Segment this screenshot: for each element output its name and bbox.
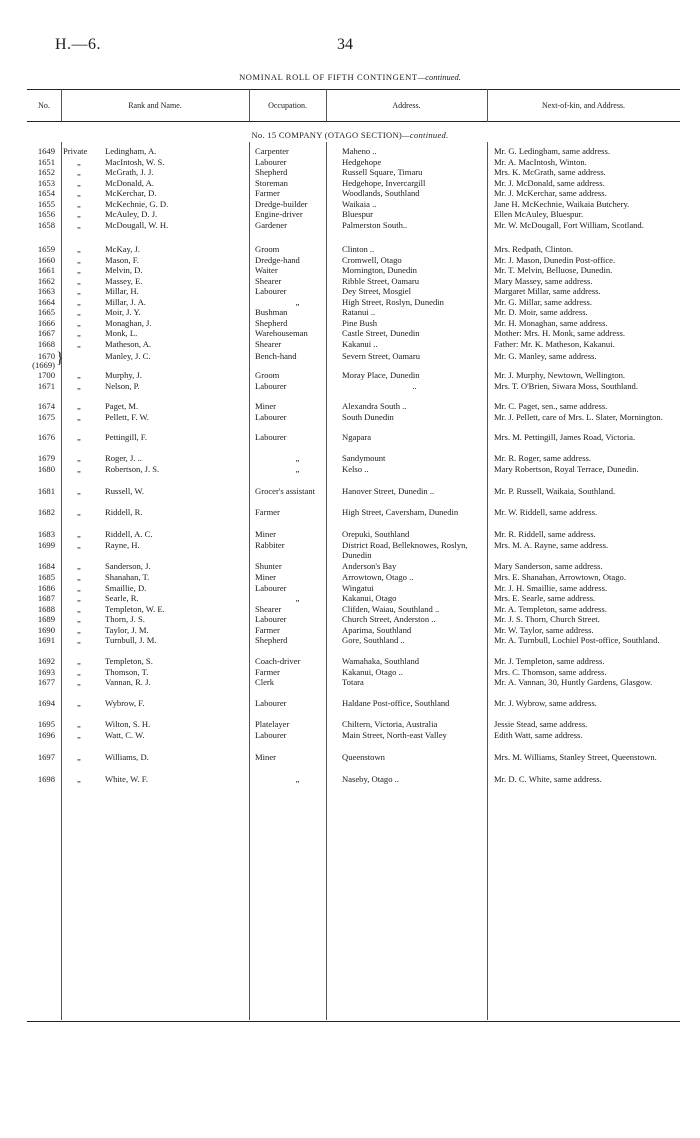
page-title bbox=[0, 72, 700, 82]
next-of-kin: Mrs. C. Thomson, same address. bbox=[494, 666, 607, 677]
table-header-rule bbox=[27, 121, 680, 122]
occupation: „ bbox=[295, 774, 300, 784]
soldier-name: Manley, J. C. bbox=[105, 351, 151, 361]
rank: „ bbox=[77, 328, 81, 338]
next-of-kin: Mr. H. Monaghan, same address. bbox=[494, 317, 608, 328]
occupation: Labourer bbox=[255, 698, 287, 708]
soldier-name: Pettingill, F. bbox=[105, 432, 148, 442]
occupation: Shepherd bbox=[255, 167, 288, 177]
soldier-name: McGrath, J. J. bbox=[105, 167, 154, 177]
soldier-name: Wybrow, F. bbox=[105, 698, 145, 708]
occupation: Engine-driver bbox=[255, 209, 303, 219]
service-number: 1676 bbox=[37, 432, 55, 442]
service-number: 1652 bbox=[37, 167, 55, 177]
occupation: Bench-hand bbox=[255, 351, 297, 361]
address: Totara bbox=[342, 677, 364, 687]
occupation: Grocer's assistant bbox=[255, 486, 316, 496]
occupation: Labourer bbox=[255, 286, 287, 296]
next-of-kin: Mr. P. Russell, Waikaia, Southland. bbox=[494, 486, 616, 496]
service-number: 1691 bbox=[37, 635, 55, 645]
occupation: „ bbox=[295, 296, 300, 307]
next-of-kin: Mr. J. Wybrow, same address. bbox=[494, 698, 597, 708]
occupation: Farmer bbox=[255, 624, 280, 635]
occupation: Clerk bbox=[255, 677, 275, 687]
rank: „ bbox=[77, 188, 81, 198]
column-header-address: Address. bbox=[392, 101, 421, 110]
page-number: 34 bbox=[337, 36, 353, 53]
soldier-name: Matheson, A. bbox=[105, 338, 152, 349]
service-number: 1682 bbox=[37, 507, 55, 517]
service-number: 1696 bbox=[37, 729, 55, 740]
address: Alexandra South .. bbox=[342, 401, 407, 411]
occupation: Shearer bbox=[255, 275, 282, 286]
next-of-kin: Mr. G. Manley, same address. bbox=[494, 351, 597, 361]
service-number: 1690 bbox=[37, 624, 55, 635]
address: .. bbox=[412, 380, 417, 391]
rank: „ bbox=[77, 244, 81, 254]
next-of-kin: Mrs. E. Searle, same address. bbox=[494, 593, 596, 603]
soldier-name: Massey, E. bbox=[105, 275, 143, 286]
next-of-kin: Mr. W. McDougall, Fort William, Scotland. bbox=[494, 219, 644, 230]
rank: „ bbox=[77, 275, 81, 286]
service-number: 1664 bbox=[37, 296, 55, 307]
next-of-kin: Edith Watt, same address. bbox=[494, 729, 583, 740]
soldier-name: Pellett, F. W. bbox=[105, 411, 149, 422]
soldier-name: Monk, L. bbox=[105, 328, 138, 338]
soldier-name: McKechnie, G. D. bbox=[105, 198, 169, 209]
address: Kakanui, Otago .. bbox=[342, 666, 403, 677]
soldier-name: Russell, W. bbox=[105, 486, 144, 496]
service-number: 1697 bbox=[37, 752, 55, 762]
rank: „ bbox=[77, 286, 81, 296]
address: High Street, Caversham, Dunedin bbox=[342, 507, 459, 517]
occupation: Shearer bbox=[255, 338, 282, 349]
next-of-kin: Mrs. M. A. Rayne, same address. bbox=[494, 540, 609, 550]
service-number: 1683 bbox=[37, 529, 55, 539]
occupation: „ bbox=[295, 593, 300, 603]
rank: „ bbox=[77, 265, 81, 275]
rank: „ bbox=[77, 729, 81, 740]
rank: „ bbox=[77, 296, 81, 307]
address: Pine Bush bbox=[342, 317, 378, 328]
rank: „ bbox=[77, 254, 81, 265]
brace-mark: } bbox=[56, 350, 64, 367]
rank: „ bbox=[77, 529, 81, 539]
service-number: 1684 bbox=[37, 561, 55, 571]
address: Bluespur bbox=[342, 209, 374, 219]
service-number: 1653 bbox=[37, 177, 55, 188]
service-number: 1677 bbox=[37, 677, 55, 687]
soldier-name: Monaghan, J. bbox=[105, 317, 152, 328]
soldier-name: Watt, C. W. bbox=[105, 729, 145, 740]
occupation: Miner bbox=[255, 572, 277, 582]
soldier-name: Millar, H. bbox=[105, 286, 139, 296]
next-of-kin: Mr. J. S. Thorn, Church Street. bbox=[494, 614, 600, 624]
next-of-kin: Ellen McAuley, Bluespur. bbox=[494, 209, 584, 219]
rank: „ bbox=[77, 411, 81, 422]
occupation: Shepherd bbox=[255, 635, 288, 645]
service-number: 1687 bbox=[37, 593, 55, 603]
soldier-name: Millar, J. A. bbox=[105, 296, 146, 307]
next-of-kin: Mary Sanderson, same address. bbox=[494, 561, 603, 571]
rank: „ bbox=[77, 635, 81, 645]
rank: „ bbox=[77, 307, 81, 317]
section-heading bbox=[0, 130, 700, 140]
rank: „ bbox=[77, 156, 81, 167]
rank: „ bbox=[77, 370, 81, 380]
rank: „ bbox=[77, 317, 81, 328]
occupation: Shepherd bbox=[255, 317, 288, 328]
soldier-name: Ledingham, A. bbox=[105, 146, 157, 156]
occupation: Miner bbox=[255, 401, 277, 411]
occupation: Farmer bbox=[255, 188, 280, 198]
column-divider bbox=[61, 142, 62, 1020]
occupation: Groom bbox=[255, 370, 280, 380]
service-number: 1688 bbox=[37, 603, 55, 614]
rank: „ bbox=[77, 572, 81, 582]
service-number: 1694 bbox=[37, 698, 55, 708]
soldier-name: MacIntosh, W. S. bbox=[105, 156, 165, 167]
service-number: 1666 bbox=[37, 317, 55, 328]
table-top-rule bbox=[27, 89, 680, 90]
service-number: 1689 bbox=[37, 614, 55, 624]
service-number: 1693 bbox=[37, 666, 55, 677]
occupation: Labourer bbox=[255, 432, 287, 442]
next-of-kin: Mrs. Redpath, Clinton. bbox=[494, 244, 574, 254]
next-of-kin: Mr. R. Roger, same address. bbox=[494, 453, 592, 463]
address: Anderson's Bay bbox=[342, 561, 397, 571]
soldier-name: Thomson, T. bbox=[105, 666, 149, 677]
soldier-name: Sanderson, J. bbox=[105, 561, 151, 571]
address: Waikaia .. bbox=[342, 198, 377, 209]
service-number: 1679 bbox=[37, 453, 55, 463]
soldier-name: Thorn, J. S. bbox=[105, 614, 145, 624]
soldier-name: Taylor, J. M. bbox=[105, 624, 149, 635]
rank: „ bbox=[77, 177, 81, 188]
soldier-name: McDougall, W. H. bbox=[105, 219, 169, 230]
address: Aparima, Southland bbox=[342, 624, 412, 635]
rank: „ bbox=[77, 401, 81, 411]
address: Naseby, Otago .. bbox=[342, 774, 399, 784]
occupation: Labourer bbox=[255, 380, 287, 391]
service-number: 1695 bbox=[37, 719, 55, 729]
occupation: Miner bbox=[255, 529, 277, 539]
next-of-kin: Mr. C. Paget, sen., same address. bbox=[494, 401, 608, 411]
address: Russell Square, Timaru bbox=[342, 167, 423, 177]
address: Cromwell, Otago bbox=[342, 254, 402, 265]
next-of-kin: Mr. W. Taylor, same address. bbox=[494, 624, 594, 635]
rank: „ bbox=[77, 614, 81, 624]
rank: „ bbox=[77, 593, 81, 603]
next-of-kin: Mr. J. H. Smaillie, same address. bbox=[494, 582, 608, 593]
address: Kakanui .. bbox=[342, 338, 378, 349]
service-number: 1686 bbox=[37, 582, 55, 593]
service-number: 1692 bbox=[37, 656, 55, 666]
service-number: 1699 bbox=[37, 540, 55, 550]
rank: „ bbox=[77, 666, 81, 677]
occupation: Labourer bbox=[255, 582, 287, 593]
rank: „ bbox=[77, 507, 81, 517]
soldier-name: Shanahan, T. bbox=[105, 572, 150, 582]
address: Severn Street, Oamaru bbox=[342, 351, 421, 361]
service-number: 1680 bbox=[37, 464, 55, 474]
address: Church Street, Anderston .. bbox=[342, 614, 436, 624]
occupation: Farmer bbox=[255, 507, 280, 517]
occupation: Platelayer bbox=[255, 719, 290, 729]
soldier-name: McKerchar, D. bbox=[105, 188, 157, 198]
next-of-kin: Mr. J. McDonald, same address. bbox=[494, 177, 605, 188]
service-number: 1698 bbox=[37, 774, 55, 784]
address: Castle Street, Dunedin bbox=[342, 328, 420, 338]
occupation: Miner bbox=[255, 752, 277, 762]
soldier-name: Williams, D. bbox=[105, 752, 149, 762]
next-of-kin: Mr. G. Millar, same address. bbox=[494, 296, 592, 307]
soldier-name: Smaillie, D. bbox=[105, 582, 147, 593]
section-heading-suffix: —continued. bbox=[402, 130, 449, 140]
address: Haldane Post-office, Southland bbox=[342, 698, 450, 708]
next-of-kin: Mrs. M. Pettingill, James Road, Victoria. bbox=[494, 432, 636, 442]
address: Main Street, North-east Valley bbox=[342, 729, 447, 740]
soldier-name: Murphy, J. bbox=[105, 370, 142, 380]
rank: „ bbox=[77, 432, 81, 442]
table-bottom-rule bbox=[27, 1021, 680, 1022]
next-of-kin: Mother: Mrs. H. Monk, same address. bbox=[494, 328, 626, 338]
soldier-name: Riddell, R. bbox=[105, 507, 143, 517]
next-of-kin: Mr. G. Ledingham, same address. bbox=[494, 146, 610, 156]
address: Ratanui .. bbox=[342, 307, 376, 317]
next-of-kin: Mrs. M. Williams, Stanley Street, Queenstown. bbox=[494, 752, 657, 762]
next-of-kin: Mr. A. Templeton, same address. bbox=[494, 603, 607, 614]
service-number: 1649 bbox=[37, 146, 55, 156]
rank: „ bbox=[77, 603, 81, 614]
soldier-name: McDonald, A. bbox=[105, 177, 154, 188]
next-of-kin: Mr. W. Riddell, same address. bbox=[494, 507, 598, 517]
soldier-name: Vannan, R. J. bbox=[105, 677, 151, 687]
address: Maheno .. bbox=[342, 146, 377, 156]
section-heading-main: No. 15 COMPANY (OTAGO SECTION) bbox=[251, 130, 403, 140]
soldier-name: Roger, J. .. bbox=[105, 453, 142, 463]
service-number: 1674 bbox=[37, 401, 55, 411]
address: Wamahaka, Southland bbox=[342, 656, 420, 666]
next-of-kin: Mrs. T. O'Brien, Siwara Moss, Southland. bbox=[494, 380, 638, 391]
address: Arrowtown, Otago .. bbox=[342, 572, 414, 582]
occupation: Dredge-hand bbox=[255, 254, 300, 265]
next-of-kin: Mr. A. Turnbull, Lochiel Post-office, Southland. bbox=[494, 635, 660, 645]
occupation: Dredge-builder bbox=[255, 198, 308, 209]
service-number: 1651 bbox=[37, 156, 55, 167]
service-number: 1675 bbox=[37, 411, 55, 422]
rank: „ bbox=[77, 774, 81, 784]
service-number: 1660 bbox=[37, 254, 55, 265]
rank: „ bbox=[77, 486, 81, 496]
address: Palmerston South.. bbox=[342, 219, 408, 230]
address: Kakanui, Otago bbox=[342, 593, 397, 603]
rank: „ bbox=[77, 453, 81, 463]
soldier-name: Robertson, J. S. bbox=[105, 464, 160, 474]
service-number: 1662 bbox=[37, 275, 55, 286]
next-of-kin: Margaret Millar, same address. bbox=[494, 286, 601, 296]
occupation: Labourer bbox=[255, 411, 287, 422]
document-reference: H.—6. bbox=[55, 36, 102, 53]
address: Gore, Southland .. bbox=[342, 635, 405, 645]
rank: „ bbox=[77, 209, 81, 219]
service-number: 1681 bbox=[37, 486, 55, 496]
next-of-kin: Mrs. E. Shanahan, Arrowtown, Otago. bbox=[494, 572, 626, 582]
soldier-name: McAuley, D. J. bbox=[105, 209, 158, 219]
rank: „ bbox=[77, 464, 81, 474]
soldier-name: Templeton, W. E. bbox=[105, 603, 165, 614]
page-title-suffix: —continued. bbox=[417, 72, 461, 82]
address: Chiltern, Victoria, Australia bbox=[342, 719, 438, 729]
column-header-occupation: Occupation. bbox=[268, 101, 307, 110]
next-of-kin: Mr. A. Vannan, 30, Huntly Gardens, Glasgow. bbox=[494, 677, 653, 687]
soldier-name: Wilton, S. H. bbox=[105, 719, 151, 729]
soldier-name: Moir, J. Y. bbox=[105, 307, 141, 317]
occupation: Bushman bbox=[255, 307, 288, 317]
address: Wingatui bbox=[342, 582, 374, 593]
address: Woodlands, Southland bbox=[342, 188, 420, 198]
next-of-kin: Mr. A. MacIntosh, Winton. bbox=[494, 156, 587, 167]
column-divider bbox=[487, 142, 488, 1020]
next-of-kin: Mr. J. Pellett, care of Mrs. L. Slater, Mornington. bbox=[494, 411, 663, 422]
occupation: Carpenter bbox=[255, 146, 289, 156]
occupation: Shunter bbox=[255, 561, 282, 571]
service-number: 1663 bbox=[37, 286, 55, 296]
service-number: 1685 bbox=[37, 572, 55, 582]
occupation: Coach-driver bbox=[255, 656, 301, 666]
address: Ngapara bbox=[342, 432, 372, 442]
soldier-name: Rayne, H. bbox=[105, 540, 140, 550]
address: South Dunedin bbox=[342, 411, 394, 422]
rank: „ bbox=[77, 677, 81, 687]
column-header-no: No. bbox=[38, 101, 50, 110]
soldier-name: Paget, M. bbox=[105, 401, 139, 411]
occupation: Shearer bbox=[255, 603, 282, 614]
rank: „ bbox=[77, 219, 81, 230]
occupation: „ bbox=[295, 464, 300, 474]
next-of-kin: Jane H. McKechnie, Waikaia Butchery. bbox=[494, 198, 630, 209]
address: Mornington, Dunedin bbox=[342, 265, 417, 275]
rank: „ bbox=[77, 380, 81, 391]
next-of-kin: Father: Mr. K. Matheson, Kakanui. bbox=[494, 338, 615, 349]
next-of-kin: Mr. D. Moir, same address. bbox=[494, 307, 588, 317]
address: Kelso .. bbox=[342, 464, 369, 474]
occupation: Labourer bbox=[255, 729, 287, 740]
occupation: Rabbiter bbox=[255, 540, 285, 550]
occupation: Groom bbox=[255, 244, 280, 254]
next-of-kin: Mr. R. Riddell, same address. bbox=[494, 529, 596, 539]
rank: „ bbox=[77, 656, 81, 666]
soldier-name: McKay, J. bbox=[105, 244, 141, 254]
address: Hanover Street, Dunedin .. bbox=[342, 486, 435, 496]
address: Orepuki, Southland bbox=[342, 529, 410, 539]
soldier-name: Turnbull, J. M. bbox=[105, 635, 157, 645]
address: Hedgehope, Invercargill bbox=[342, 177, 426, 188]
address: Dey Street, Mosgiel bbox=[342, 286, 411, 296]
next-of-kin: Mary Massey, same address. bbox=[494, 275, 593, 286]
column-header-rank-name: Rank and Name. bbox=[128, 101, 182, 110]
soldier-name: Searle, R. bbox=[105, 593, 139, 603]
soldier-name: Melvin, D. bbox=[105, 265, 143, 275]
address: Moray Place, Dunedin bbox=[342, 370, 420, 380]
soldier-name: Mason, F. bbox=[105, 254, 139, 265]
soldier-name: Riddell, A. C. bbox=[105, 529, 153, 539]
rank: „ bbox=[77, 582, 81, 593]
next-of-kin: Mr. T. Melvin, Belluose, Dunedin. bbox=[494, 265, 613, 275]
soldier-name: Nelson, P. bbox=[105, 380, 140, 391]
occupation: Warehouseman bbox=[255, 328, 308, 338]
service-number: 1654 bbox=[37, 188, 55, 198]
rank: „ bbox=[77, 624, 81, 635]
next-of-kin: Mr. J. Mason, Dunedin Post-office. bbox=[494, 254, 616, 265]
column-header-kin: Next-of-kin, and Address. bbox=[541, 101, 626, 110]
occupation: Farmer bbox=[255, 666, 280, 677]
occupation: Labourer bbox=[255, 614, 287, 624]
address: Sandymount bbox=[342, 453, 386, 463]
soldier-name: Templeton, S. bbox=[105, 656, 153, 666]
address: Clinton .. bbox=[342, 244, 375, 254]
next-of-kin: Mary Robertson, Royal Terrace, Dunedin. bbox=[494, 464, 639, 474]
rank: „ bbox=[77, 540, 81, 550]
occupation: Storeman bbox=[255, 177, 288, 188]
service-number: 1661 bbox=[37, 265, 55, 275]
rank: „ bbox=[77, 752, 81, 762]
occupation: Labourer bbox=[255, 156, 287, 167]
rank: „ bbox=[77, 719, 81, 729]
service-number: 1659 bbox=[37, 244, 55, 254]
service-number: 1658 bbox=[37, 219, 55, 230]
service-number-alt: (1669) bbox=[32, 360, 55, 370]
next-of-kin: Mr. J. Murphy, Newtown, Wellington. bbox=[494, 370, 626, 380]
occupation: „ bbox=[295, 453, 300, 463]
soldier-name: White, W. F. bbox=[105, 774, 148, 784]
rank: Private bbox=[63, 146, 88, 156]
rank: „ bbox=[77, 198, 81, 209]
service-number: 1668 bbox=[37, 338, 55, 349]
occupation: Gardener bbox=[255, 219, 287, 230]
address: Ribble Street, Oamaru bbox=[342, 275, 420, 286]
next-of-kin: Mr. D. C. White, same address. bbox=[494, 774, 602, 784]
rank: „ bbox=[77, 561, 81, 571]
page-title-main: NOMINAL ROLL OF FIFTH CONTINGENT bbox=[239, 72, 418, 82]
occupation: Waiter bbox=[255, 265, 278, 275]
rank: „ bbox=[77, 338, 81, 349]
service-number: 1665 bbox=[37, 307, 55, 317]
column-divider bbox=[249, 142, 250, 1020]
service-number: 1667 bbox=[37, 328, 55, 338]
address: High Street, Roslyn, Dunedin bbox=[342, 296, 444, 307]
address: Queenstown bbox=[342, 752, 385, 762]
service-number: 1670 bbox=[37, 351, 55, 361]
next-of-kin: Mr. J. McKerchar, same address. bbox=[494, 188, 607, 198]
service-number: 1656 bbox=[37, 209, 55, 219]
rank: „ bbox=[77, 698, 81, 708]
next-of-kin: Mr. J. Templeton, same address. bbox=[494, 656, 605, 666]
address: Hedgehope bbox=[342, 156, 382, 167]
address: District Road, Belleknowes, Roslyn, Dunedin bbox=[342, 540, 468, 560]
next-of-kin: Jessie Stead, same address. bbox=[494, 719, 588, 729]
service-number: 1700 bbox=[37, 370, 55, 380]
service-number: 1655 bbox=[37, 198, 55, 209]
rank: „ bbox=[77, 167, 81, 177]
service-number: 1671 bbox=[37, 380, 55, 391]
address: Clifden, Waiau, Southland .. bbox=[342, 603, 440, 614]
next-of-kin: Mrs. K. McGrath, same address. bbox=[494, 167, 606, 177]
